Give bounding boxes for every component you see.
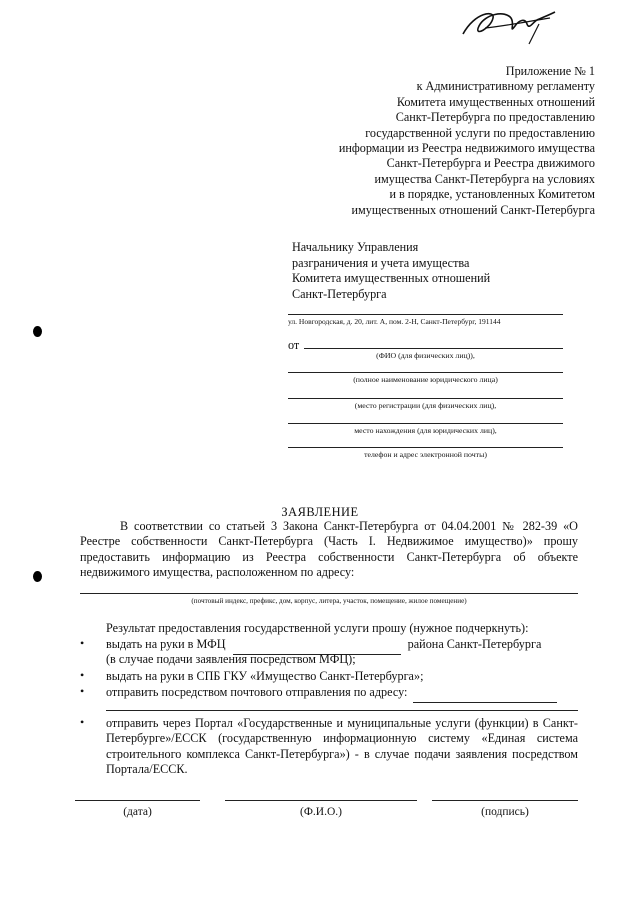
bullet: • — [80, 715, 85, 729]
location-caption: место нахождения (для юридических лиц), — [354, 426, 497, 435]
registration-caption: (место регистрации (для физических лиц), — [354, 401, 497, 410]
appendix-line: Комитета имущественных отношений — [396, 94, 595, 109]
appendix-line: имущества Санкт-Петербурга на условиях — [374, 171, 595, 186]
appendix-line: информации из Реестра недвижимого имущества — [338, 141, 595, 156]
fio-line[interactable] — [225, 800, 417, 801]
applicant-contacts-line[interactable] — [288, 447, 563, 448]
signature-caption: (подпись) — [481, 806, 529, 818]
appendix-line: Санкт-Петербурга и Реестра движимого — [386, 156, 595, 171]
org-caption: (полное наименование юридического лица) — [353, 375, 498, 384]
bullet: • — [80, 668, 85, 682]
addressee-line: Санкт-Петербурга — [292, 286, 387, 301]
postal-address-field[interactable] — [413, 687, 557, 703]
appendix-line: Приложение № 1 — [505, 64, 595, 78]
option-gku[interactable]: выдать на руки в СПБ ГКУ «Имущество Санкт-Петербурга»; — [106, 669, 424, 683]
date-line[interactable] — [75, 800, 200, 801]
addressee-line: Начальнику Управления — [292, 240, 419, 254]
addressee-line: разграничения и учета имущества — [292, 255, 470, 270]
object-address-line[interactable] — [80, 593, 578, 594]
statement-text: В соответствии со статьей 3 Закона Санкт-Петербурга от 04.04.2001 № 282-39 «О Реестре собственности Санкт-Петербурга (Часть I. Недвижимое имущество)» прошу предоставить информацию из Реестра собственности Санкт-Петербурга об объекте недвижимого имущества, расположенном по адресу: — [80, 519, 578, 579]
appendix-line: к Административному регламенту — [416, 79, 595, 94]
bullet: • — [80, 636, 85, 650]
option-portal[interactable]: отправить через Портал «Государственные и муниципальные услуги (функции) в Санкт-Петербурге»/ЕССК (государственную информационную систему «Единая система строительного комплекса Санкт-Петербурга») - в случае подачи заявления посредством Портала/ЕССК. — [106, 716, 578, 776]
option-mfc-prefix: выдать на руки в МФЦ — [106, 637, 226, 651]
option-mfc-note: (в случае подачи заявления посредством МФЦ); — [106, 652, 356, 666]
applicant-fio-line[interactable] — [304, 348, 563, 349]
date-caption: (дата) — [123, 806, 152, 818]
bullet: • — [80, 684, 85, 698]
option-post-text: отправить посредством почтового отправления по адресу: — [106, 685, 408, 699]
addressee-block — [292, 240, 582, 302]
handwritten-signature — [455, 4, 565, 52]
from-label: от — [288, 338, 300, 352]
applicant-registration-line[interactable] — [288, 398, 563, 399]
divider — [288, 314, 563, 315]
document-title: ЗАЯВЛЕНИЕ — [281, 505, 359, 519]
option-post[interactable] — [106, 685, 557, 703]
option-mfc-suffix: района Санкт-Петербурга — [407, 637, 542, 651]
appendix-header — [295, 64, 595, 218]
fio-caption: (ФИО (для физических лиц)), — [376, 351, 475, 360]
fio-signature-caption: (Ф.И.О.) — [300, 806, 342, 818]
punch-hole — [33, 571, 42, 582]
appendix-line: имущественных отношений Санкт-Петербурга — [351, 202, 595, 217]
addressee-line: Комитета имущественных отношений — [292, 271, 491, 285]
statement-paragraph — [80, 519, 578, 580]
committee-address: ул. Новгородская, д. 20, лит. А, пом. 2-Н, Санкт-Петербург, 191144 — [288, 317, 501, 326]
postal-caption: (почтовый индекс, префикс, дом, корпус, литера, участок, помещение, жилое помещение) — [191, 597, 467, 605]
appendix-line: и в порядке, установленных Комитетом — [389, 187, 595, 202]
applicant-location-line[interactable] — [288, 423, 563, 424]
appendix-line: государственной услуги по предоставлению — [365, 125, 595, 140]
contacts-caption: телефон и адрес электронной почты) — [364, 450, 487, 459]
appendix-line: Санкт-Петербурга по предоставлению — [395, 110, 595, 125]
punch-hole — [33, 326, 42, 337]
applicant-org-line[interactable] — [288, 372, 563, 373]
result-intro: Результат предоставления государственной услуги прошу (нужное подчеркнуть): — [106, 621, 529, 635]
signature-line[interactable] — [432, 800, 578, 801]
postal-address-line-2[interactable] — [106, 710, 578, 711]
